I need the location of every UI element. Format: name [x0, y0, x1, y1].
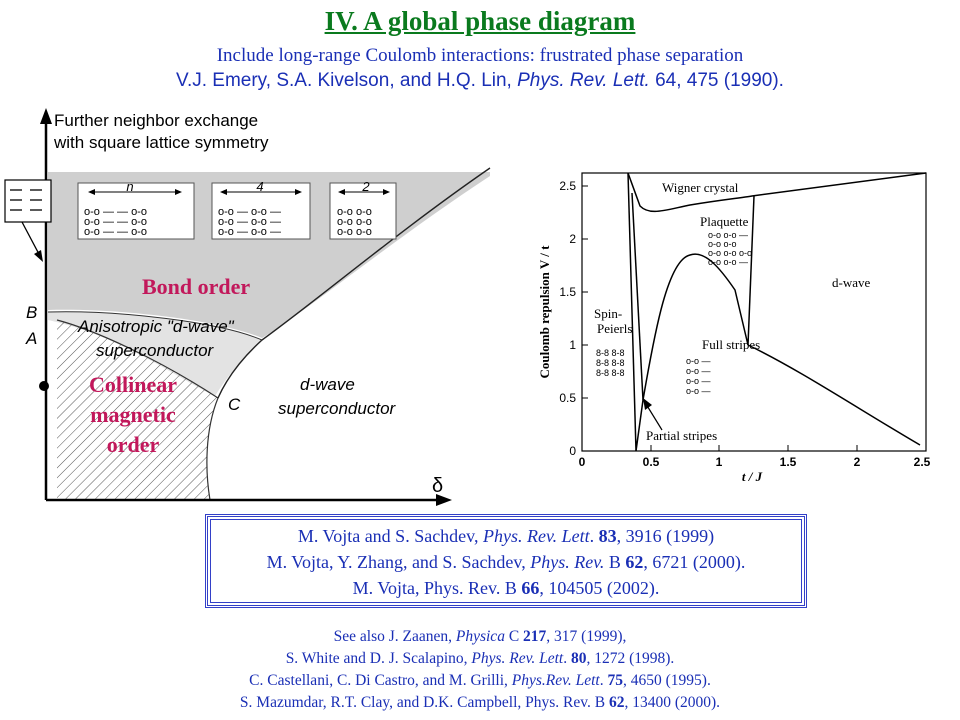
- svg-text:o-o — — o-o: o-o — — o-o: [84, 216, 147, 228]
- y-tick-4: 2: [569, 232, 576, 246]
- see-also-2: S. White and D. J. Scalapino, Phys. Rev. Lett. 80, 1272 (1998).: [285, 650, 675, 667]
- svg-text:8-8 8-8: 8-8 8-8: [596, 368, 625, 378]
- left-phase-diagram: [5, 108, 490, 506]
- citation-1: M. Vojta and S. Sachdev, Phys. Rev. Lett. 83, 3916 (1999): [297, 526, 715, 546]
- left-y-label-2: with square lattice symmetry: [54, 133, 269, 152]
- x-tick-4: 2: [853, 455, 861, 469]
- collinear-label-1: Collinear: [89, 372, 177, 397]
- inset-n: [78, 179, 194, 239]
- y-tick-0: 0: [569, 444, 576, 458]
- svg-text:o-o — o-o —: o-o — o-o —: [218, 226, 281, 238]
- svg-text:o-o o-o: o-o o-o: [337, 226, 372, 238]
- x-tick-0: 0: [578, 455, 586, 469]
- anisotropic-label-1: Anisotropic "d-wave": [78, 317, 234, 336]
- spin-label-2: Peierls: [597, 321, 633, 336]
- anisotropic-label-2: superconductor: [96, 341, 214, 360]
- svg-text:o-o o-o: o-o o-o: [708, 239, 737, 249]
- right-y-label: Coulomb repulsion V / t: [537, 245, 552, 379]
- reference-rest: 64, 475 (1990).: [655, 70, 784, 91]
- point-a-label: A: [26, 329, 38, 348]
- partial-stripes-label: Partial stripes: [646, 428, 718, 443]
- lattice-legend-box: [5, 180, 51, 222]
- origin-dot: [39, 381, 49, 391]
- svg-text:o-o —: o-o —: [686, 376, 711, 386]
- x-tick-5: 2.5: [913, 455, 931, 469]
- svg-text:o-o —: o-o —: [686, 386, 711, 396]
- point-c-label: C: [228, 395, 241, 414]
- right-phase-diagram: [537, 173, 931, 484]
- see-also-block: [0, 626, 960, 714]
- svg-text:o-o — o-o —: o-o — o-o —: [218, 206, 281, 218]
- inset-label-n: n: [126, 179, 134, 194]
- spin-label-1: Spin-: [594, 306, 623, 321]
- svg-text:o-o — — o-o: o-o — — o-o: [84, 226, 147, 238]
- svg-text:o-o o-o —: o-o o-o —: [708, 230, 749, 240]
- citation-3: M. Vojta, Phys. Rev. B 66, 104505 (2002).: [352, 578, 660, 598]
- citation-box: [205, 514, 807, 608]
- x-tick-3: 1.5: [779, 455, 797, 469]
- dwave-right-label: d-wave: [832, 275, 871, 290]
- see-also-4: S. Mazumdar, R.T. Clay, and D.K. Campbell, Phys. Rev. B 62, 13400 (2000).: [239, 694, 721, 711]
- svg-text:8-8 8-8: 8-8 8-8: [596, 348, 625, 358]
- collinear-label-3: order: [106, 432, 160, 457]
- svg-text:o-o o-o —: o-o o-o —: [708, 257, 749, 267]
- citation-2: M. Vojta, Y. Zhang, and S. Sachdev, Phys. Rev. B 62, 6721 (2000).: [266, 552, 746, 572]
- bond-order-label: Bond order: [142, 274, 251, 299]
- svg-text:o-o — — o-o: o-o — — o-o: [84, 206, 147, 218]
- dwave-label-2: superconductor: [278, 399, 396, 418]
- y-tick-5: 2.5: [559, 179, 576, 193]
- plaquette-label: Plaquette: [700, 214, 749, 229]
- collinear-label-2: magnetic: [90, 402, 176, 427]
- reference-journal: Phys. Rev. Lett.: [517, 70, 650, 91]
- x-tick-1: 0.5: [642, 455, 660, 469]
- svg-text:o-o — o-o —: o-o — o-o —: [218, 216, 281, 228]
- y-tick-2: 1: [569, 338, 576, 352]
- inset-label-4: 4: [256, 179, 264, 194]
- right-x-label: t / J: [741, 469, 763, 484]
- reference-authors: V.J. Emery, S.A. Kivelson, and H.Q. Lin,: [176, 70, 512, 91]
- y-tick-1: 0.5: [559, 391, 576, 405]
- page-subtitle: Include long-range Coulomb interactions: frustrated phase separation: [216, 45, 744, 66]
- left-x-label: δ: [432, 475, 444, 497]
- full-stripes-label: Full stripes: [702, 337, 761, 352]
- svg-text:o-o —: o-o —: [686, 366, 711, 376]
- inset-2: [330, 179, 396, 239]
- svg-text:o-o o-o: o-o o-o: [337, 206, 372, 218]
- wigner-label: Wigner crystal: [662, 180, 739, 195]
- dwave-label-1: d-wave: [300, 375, 355, 394]
- svg-text:8-8 8-8: 8-8 8-8: [596, 358, 625, 368]
- left-y-label-1: Further neighbor exchange: [54, 111, 259, 130]
- svg-text:o-o o-o o-o: o-o o-o o-o: [708, 248, 753, 258]
- point-b-label: B: [26, 303, 38, 322]
- x-tick-2: 1: [715, 455, 723, 469]
- page-title: IV. A global phase diagram: [324, 6, 636, 36]
- inset-label-2: 2: [362, 179, 370, 194]
- inset-4: [212, 179, 310, 239]
- y-tick-3: 1.5: [559, 285, 576, 299]
- see-also-1: See also J. Zaanen, Physica C 217, 317 (1999),: [333, 628, 627, 645]
- svg-text:o-o o-o: o-o o-o: [337, 216, 372, 228]
- svg-text:o-o —: o-o —: [686, 356, 711, 366]
- see-also-3: C. Castellani, C. Di Castro, and M. Grilli, Phys.Rev. Lett. 75, 4650 (1995).: [249, 672, 711, 689]
